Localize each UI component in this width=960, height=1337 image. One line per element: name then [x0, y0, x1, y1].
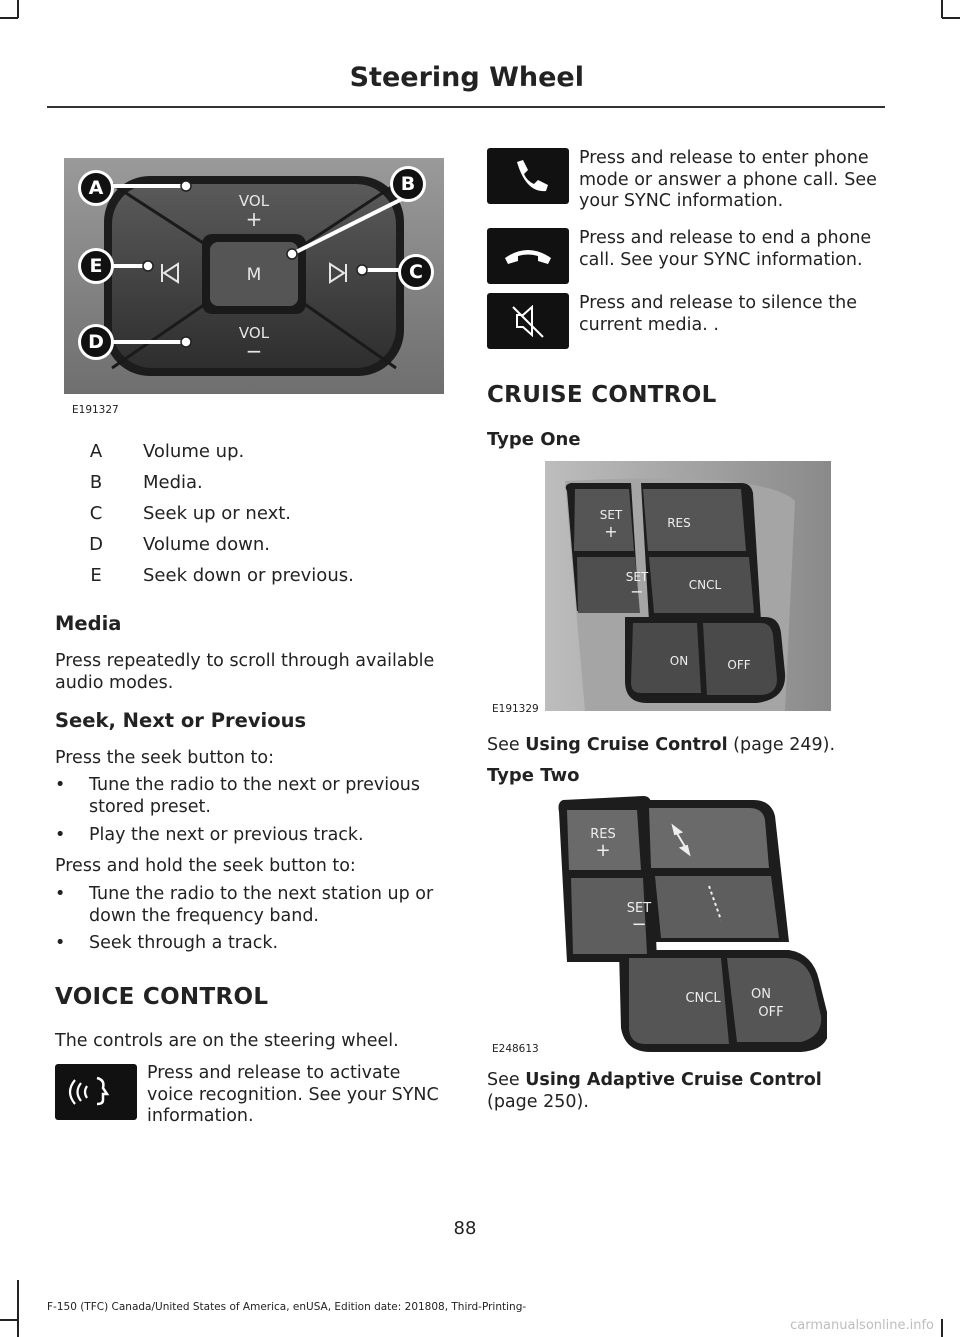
voice-control-heading: VOICE CONTROL: [55, 984, 269, 1010]
audio-controls-figure: [64, 158, 444, 394]
seek-press-intro: Press the seek button to:: [55, 748, 274, 768]
figure-id: E248613: [492, 1043, 539, 1055]
phone-end-icon: [487, 228, 569, 284]
list-item-text: Play the next or previous track.: [89, 825, 364, 845]
set-plus-label: SET: [599, 508, 623, 522]
legend-text: Volume up.: [143, 441, 245, 462]
figure-id: E191329: [492, 703, 539, 715]
crop-mark: [0, 17, 18, 19]
type-one-heading: Type One: [487, 429, 581, 450]
type-one-reference: [487, 735, 835, 757]
svg-text:+: +: [604, 522, 618, 541]
list-item-text: Tune the radio to the next station up or down the frequency band.: [89, 884, 434, 926]
reference-prefix: See: [487, 1070, 526, 1090]
crop-mark: [942, 17, 960, 19]
cncl-label: CNCL: [688, 578, 722, 592]
voice-control-intro: The controls are on the steering wheel.: [55, 1031, 399, 1051]
voice-recognition-text: Press and release to activate voice recognition. See your SYNC information.: [147, 1063, 439, 1126]
off-label: OFF: [727, 658, 751, 672]
callout-e: E: [78, 248, 114, 284]
crop-mark: [941, 0, 943, 18]
crop-mark: [0, 1319, 18, 1321]
svg-text:−: −: [630, 582, 644, 601]
legend-letter: E: [90, 565, 102, 586]
phone-answer-icon: [487, 148, 569, 204]
vol-minus-label: −: [245, 339, 263, 363]
watermark: carmanualsonline.info: [790, 1318, 934, 1333]
legend-text: Seek down or previous.: [143, 565, 354, 586]
on-label: ON: [751, 987, 771, 1002]
set-minus-label: SET: [625, 570, 649, 584]
legend-letter: D: [89, 534, 103, 555]
type-two-heading: Type Two: [487, 765, 580, 786]
legend-letter: C: [89, 503, 103, 524]
cncl-label: CNCL: [685, 991, 721, 1006]
vol-down-label: VOL: [238, 324, 270, 342]
media-heading: Media: [55, 612, 122, 635]
reference-prefix: See: [487, 735, 526, 755]
set-label: SET: [626, 901, 652, 916]
phone-end-text: Press and release to end a phone call. See your SYNC information.: [579, 228, 872, 270]
legend-text: Volume down.: [143, 534, 270, 555]
legend-text: Seek up or next.: [143, 503, 292, 524]
page-title: Steering Wheel: [349, 62, 584, 93]
legend-letter: B: [89, 472, 103, 493]
callout-c: C: [398, 254, 434, 290]
phone-answer-text: Press and release to enter phone mode or answer a phone call. See your SYNC information.: [579, 148, 877, 211]
media-text: Press repeatedly to scroll through available audio modes.: [55, 651, 435, 693]
mute-text: Press and release to silence the current media. .: [579, 293, 857, 335]
figure-id: E191327: [72, 404, 119, 416]
callout-b: B: [390, 166, 426, 202]
seek-hold-intro: Press and hold the seek button to:: [55, 856, 356, 876]
crop-mark: [17, 1280, 19, 1337]
vol-plus-label: +: [245, 207, 263, 231]
mute-icon: [487, 293, 569, 349]
using-adaptive-cruise-control-link[interactable]: Using Adaptive Cruise Control: [525, 1070, 822, 1090]
off-label: OFF: [758, 1005, 784, 1020]
header-divider: [47, 106, 885, 108]
vol-up-label: VOL: [238, 192, 270, 210]
on-label: ON: [669, 654, 689, 668]
cruise-type-two-figure: [545, 790, 827, 1054]
callout-d: D: [78, 324, 114, 360]
footer-text: F-150 (TFC) Canada/United States of America, enUSA, Edition date: 201808, Third-Printing-: [47, 1301, 527, 1313]
seek-heading: Seek, Next or Previous: [55, 709, 307, 732]
page-number: 88: [453, 1218, 477, 1239]
legend-letter: A: [89, 441, 103, 462]
reference-suffix: (page 249).: [727, 735, 836, 755]
using-cruise-control-link[interactable]: Using Cruise Control: [525, 735, 728, 755]
cruise-type-one-figure: [545, 461, 831, 711]
reference-suffix: (page 250).: [487, 1091, 589, 1112]
type-two-reference: [487, 1070, 882, 1113]
svg-text:−: −: [631, 914, 647, 935]
legend-text: Media.: [143, 472, 203, 493]
cruise-control-heading: CRUISE CONTROL: [487, 382, 717, 408]
crop-mark: [941, 1319, 943, 1337]
callout-a: A: [78, 170, 114, 206]
crop-mark: [17, 0, 19, 18]
svg-text:+: +: [595, 840, 611, 861]
media-label: M: [246, 265, 262, 285]
res-label: RES: [590, 827, 616, 842]
voice-recognition-icon: [55, 1064, 137, 1120]
list-item-text: Tune the radio to the next or previous stored preset.: [89, 775, 421, 817]
res-label: RES: [667, 516, 691, 530]
list-item-text: Seek through a track.: [89, 933, 279, 953]
